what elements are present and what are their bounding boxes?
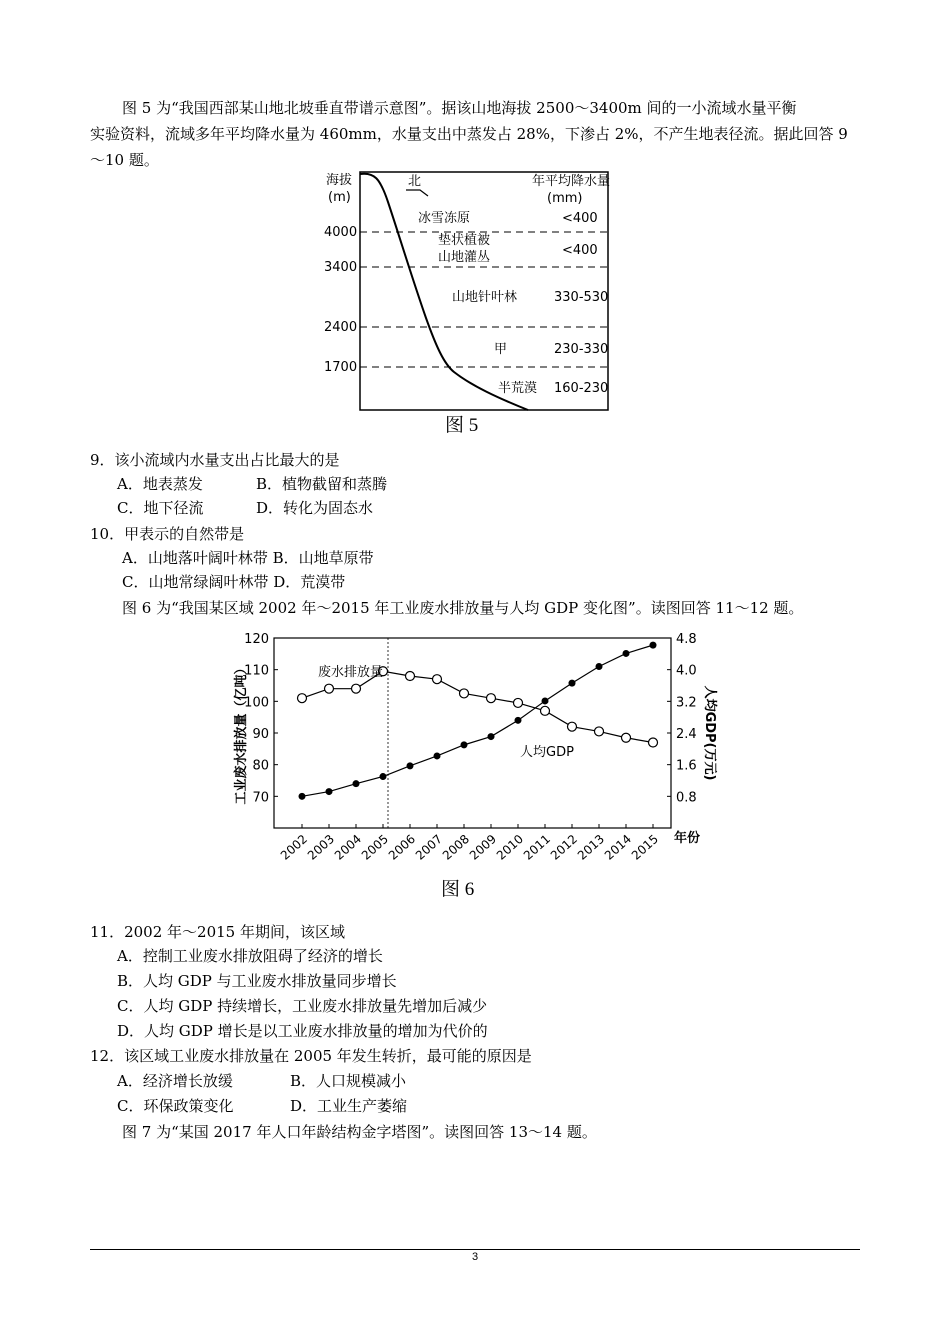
wastewater-point (406, 672, 415, 681)
y-axis-left-label: 工业废水排放量（亿吨） (234, 661, 249, 805)
q10-stem: 10．甲表示的自然带是 (90, 525, 245, 543)
zone-jia: 甲 (494, 342, 508, 357)
y-right-tick-label: 4.8 (676, 632, 697, 647)
north-arrow (406, 190, 428, 196)
q11-stem: 11．2002 年～2015 年期间，该区域 (90, 923, 345, 941)
figure-6-chart (228, 628, 718, 874)
q12-option-c: C．环保政策变化 (117, 1097, 234, 1115)
gdp-point (434, 752, 441, 759)
q11-option-a: A．控制工业废水排放阻碍了经济的增长 (117, 947, 383, 965)
gdp-point (623, 650, 630, 657)
precip-header: 年平均降水量 (532, 174, 611, 189)
precip-semidesert: 160-230 (554, 381, 609, 396)
q9-option-c: C．地下径流 (117, 499, 204, 517)
y-left-tick-label: 80 (252, 758, 269, 774)
q12-option-a: A．经济增长放缓 (117, 1072, 233, 1090)
y-left-tick-label: 110 (244, 663, 269, 679)
tick-2400: 2400 (324, 320, 358, 335)
y-right-tick-label: 4.0 (676, 663, 697, 679)
zone-tundra: 冰雪冻原 (418, 211, 471, 226)
q11-option-b: B．人均 GDP 与工业废水排放量同步增长 (117, 972, 397, 990)
y-left-tick-label: 90 (252, 727, 269, 742)
gdp-point (380, 773, 387, 780)
x-tick-label: 2007 (412, 831, 446, 863)
gdp-point (488, 733, 495, 740)
zone-shrub: 山地灌丛 (438, 250, 491, 265)
q9-stem: 9．该小流域内水量支出占比最大的是 (90, 451, 340, 469)
precip-conifer: 330-530 (554, 290, 609, 305)
precip-tundra: <400 (562, 211, 598, 226)
wastewater-point (514, 698, 523, 707)
wastewater-point (649, 738, 658, 747)
north-label: 北 (408, 174, 422, 189)
series-label-gdp: 人均GDP (520, 745, 574, 760)
x-tick-label: 2008 (439, 831, 473, 863)
gdp-point (353, 780, 360, 787)
wastewater-point (298, 694, 307, 703)
gdp-point (542, 697, 549, 704)
zone-cushion: 垫状植被 (438, 233, 491, 248)
figure-6-caption: 图 6 (441, 879, 475, 900)
x-tick-label: 2012 (547, 831, 581, 863)
wastewater-point (568, 722, 577, 731)
q10-options-cd: C．山地常绿阔叶林带 D．荒漠带 (122, 573, 346, 591)
zone-semidesert: 半荒漠 (498, 381, 538, 396)
q9-option-d: D．转化为固态水 (256, 499, 374, 517)
intro6: 图 6 为“我国某区域 2002 年～2015 年工业废水排放量与人均 GDP 变化图”。读图回答 11～12 题。 (122, 599, 804, 617)
series-label-wastewater: 废水排放量 (318, 665, 384, 680)
figure-5-caption: 图 5 (445, 415, 479, 436)
x-tick-label: 2004 (331, 831, 365, 863)
y-right-tick-label: 2.4 (676, 727, 697, 742)
x-tick-label: 2015 (628, 831, 662, 863)
q11-option-d: D．人均 GDP 增长是以工业废水排放量的增加为代价的 (117, 1022, 488, 1040)
wastewater-point (595, 727, 604, 736)
gdp-point (650, 642, 657, 649)
y-right-tick-label: 1.6 (676, 758, 697, 774)
wastewater-point (325, 684, 334, 693)
q10-options-ab: A．山地落叶阔叶林带 B．山地草原带 (122, 549, 374, 567)
tick-4000: 4000 (324, 225, 358, 240)
precip-jia: 230-330 (554, 342, 609, 357)
wastewater-point (352, 684, 361, 693)
x-tick-label: 2009 (466, 831, 500, 863)
wastewater-point (460, 689, 469, 698)
gdp-point (461, 741, 468, 748)
x-tick-label: 2013 (574, 831, 608, 863)
precip-shrub: <400 (562, 243, 598, 258)
y-right-tick-label: 0.8 (676, 790, 697, 806)
zone-conifer: 山地针叶林 (452, 290, 518, 305)
tick-3400: 3400 (324, 260, 358, 275)
gdp-point (515, 717, 522, 724)
x-tick-label: 2011 (520, 831, 554, 863)
y-axis-right-label: 人均GDP(万元) (702, 685, 717, 781)
x-tick-label: 2003 (304, 831, 338, 863)
gdp-point (299, 793, 306, 800)
footer-rule (90, 1249, 860, 1250)
wastewater-point (433, 675, 442, 684)
ylabel-unit: (m) (328, 190, 351, 205)
intro7: 图 7 为“某国 2017 年人口年龄结构金字塔图”。读图回答 13～14 题。 (122, 1123, 597, 1141)
tick-1700: 1700 (324, 360, 358, 375)
y-left-tick-label: 100 (244, 695, 269, 711)
q12-option-d: D．工业生产萎缩 (290, 1097, 408, 1115)
figure-5-diagram (322, 168, 612, 416)
x-tick-label: 2005 (358, 831, 392, 863)
intro5-line2: 实验资料，流域多年平均降水量为 460mm，水量支出中蒸发占 28%，下渗占 2%，不产生地表径流。据此回答 9 (90, 125, 848, 143)
ylabel-altitude: 海拔 (326, 173, 353, 188)
x-tick-label: 2006 (385, 831, 419, 863)
q9-option-b: B．植物截留和蒸腾 (256, 475, 388, 493)
x-axis-label: 年份 (674, 831, 701, 846)
x-tick-label: 2014 (601, 831, 635, 863)
page-number: 3 (471, 1251, 479, 1263)
q12-option-b: B．人口规模减小 (290, 1072, 407, 1090)
wastewater-point (622, 733, 631, 742)
gdp-point (407, 762, 414, 769)
precip-unit: (mm) (547, 191, 583, 206)
y-left-tick-label: 120 (244, 632, 269, 647)
q9-option-a: A．地表蒸发 (117, 475, 203, 493)
wastewater-point (541, 706, 550, 715)
x-tick-label: 2010 (493, 831, 527, 863)
gdp-point (569, 680, 576, 687)
intro5-line3: ～10 题。 (90, 151, 159, 169)
wastewater-point (487, 694, 496, 703)
intro5-line1: 图 5 为“我国西部某山地北坡垂直带谱示意图”。据该山地海拔 2500～3400m 间的一小流域水量平衡 (122, 99, 797, 117)
q11-option-c: C．人均 GDP 持续增长，工业废水排放量先增加后减少 (117, 997, 488, 1015)
y-right-tick-label: 3.2 (676, 695, 697, 711)
y-left-tick-label: 70 (252, 790, 269, 806)
gdp-point (326, 788, 333, 795)
q12-stem: 12．该区域工业废水排放量在 2005 年发生转折，最可能的原因是 (90, 1047, 532, 1065)
x-tick-label: 2002 (277, 831, 311, 863)
gdp-point (596, 663, 603, 670)
